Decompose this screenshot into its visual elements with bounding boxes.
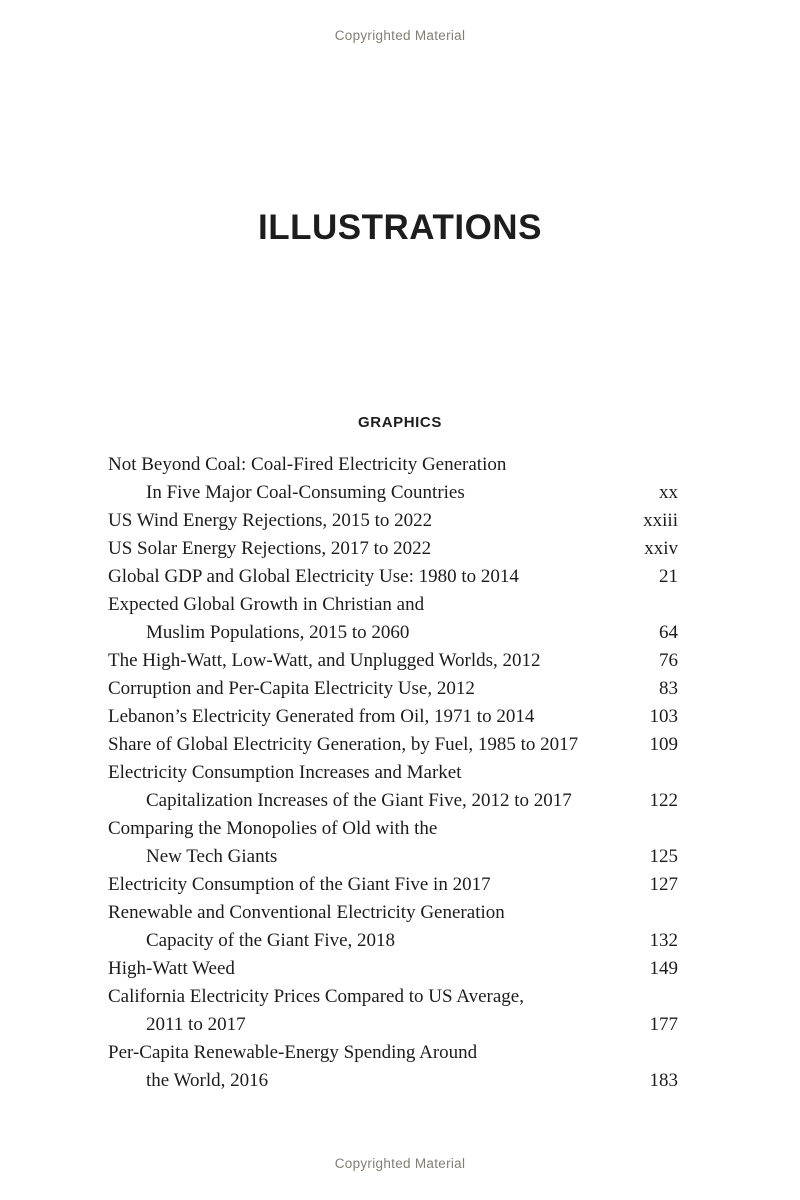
toc-page-number: 76 xyxy=(659,650,678,671)
toc-entry-text: Electricity Consumption of the Giant Five in 2017 xyxy=(108,874,491,895)
toc-entry-text: Corruption and Per-Capita Electricity Use, 2012 xyxy=(108,678,475,699)
toc-line xyxy=(108,451,678,479)
copyright-notice-bottom: Copyrighted Material xyxy=(334,1156,466,1171)
toc-line xyxy=(108,507,678,535)
toc-line xyxy=(108,731,678,759)
toc-entry-text: Capacity of the Giant Five, 2018 xyxy=(146,930,396,951)
page-title: ILLUSTRATIONS xyxy=(258,208,542,247)
toc-page-number: 21 xyxy=(659,566,678,587)
copyright-notice-top: Copyrighted Material xyxy=(334,28,466,43)
toc-page-number: 132 xyxy=(649,930,678,951)
toc-page-number: 83 xyxy=(659,678,678,699)
section-heading-graphics: GRAPHICS xyxy=(358,414,442,431)
toc-entry-text: US Wind Energy Rejections, 2015 to 2022 xyxy=(108,510,433,531)
toc-line xyxy=(108,927,678,955)
toc-entry-text: Muslim Populations, 2015 to 2060 xyxy=(146,622,410,643)
toc-page-number: 183 xyxy=(649,1070,678,1091)
toc-entry-text: Electricity Consumption Increases and Market xyxy=(108,762,462,783)
toc-line xyxy=(108,871,678,899)
toc-line xyxy=(108,1011,678,1039)
toc-entry-text: Per-Capita Renewable-Energy Spending Around xyxy=(108,1042,478,1063)
toc-line xyxy=(108,535,678,563)
toc-line xyxy=(108,479,678,507)
toc-line xyxy=(108,703,678,731)
toc-entry-text: the World, 2016 xyxy=(146,1070,269,1091)
toc-line xyxy=(108,759,678,787)
toc-page-number: 177 xyxy=(649,1014,678,1035)
toc-line xyxy=(108,675,678,703)
toc-line xyxy=(108,591,678,619)
toc-entry-text: Lebanon’s Electricity Generated from Oil, 1971 to 2014 xyxy=(108,706,535,727)
toc-entry-text: Capitalization Increases of the Giant Five, 2012 to 2017 xyxy=(146,790,572,811)
toc-entry-text: Global GDP and Global Electricity Use: 1980 to 2014 xyxy=(108,566,519,587)
toc-line xyxy=(108,815,678,843)
toc-line xyxy=(108,1039,678,1067)
toc-entry-text: Expected Global Growth in Christian and xyxy=(108,594,425,615)
toc-entry-text: California Electricity Prices Compared to US Average, xyxy=(108,986,524,1007)
toc-page-number: 103 xyxy=(649,706,678,727)
toc-line xyxy=(108,787,678,815)
toc-page-number: 149 xyxy=(649,958,678,979)
toc-entry-text: Renewable and Conventional Electricity Generation xyxy=(108,902,505,923)
toc-line xyxy=(108,647,678,675)
illustrations-list xyxy=(108,451,678,1095)
toc-entry-text: Share of Global Electricity Generation, by Fuel, 1985 to 2017 xyxy=(108,734,579,755)
toc-entry-text: Not Beyond Coal: Coal-Fired Electricity Generation xyxy=(108,454,507,475)
toc-entry-text: US Solar Energy Rejections, 2017 to 2022 xyxy=(108,538,432,559)
toc-entry-text: High-Watt Weed xyxy=(108,958,235,979)
toc-page-number: 127 xyxy=(649,874,678,895)
toc-line xyxy=(108,843,678,871)
toc-page-number: xxiii xyxy=(643,510,678,531)
toc-page-number: 109 xyxy=(649,734,678,755)
toc-entry-text: In Five Major Coal-Consuming Countries xyxy=(146,482,465,503)
toc-line xyxy=(108,619,678,647)
toc-page-number: 64 xyxy=(659,622,678,643)
toc-line xyxy=(108,1067,678,1095)
toc-entry-text: The High-Watt, Low-Watt, and Unplugged Worlds, 2012 xyxy=(108,650,541,671)
toc-entry-text: 2011 to 2017 xyxy=(146,1014,246,1035)
toc-entry-text: Comparing the Monopolies of Old with the xyxy=(108,818,438,839)
toc-page-number: 122 xyxy=(649,790,678,811)
toc-line xyxy=(108,563,678,591)
toc-line xyxy=(108,983,678,1011)
toc-page-number: 125 xyxy=(649,846,678,867)
toc-page-number: xxiv xyxy=(644,538,678,559)
toc-line xyxy=(108,955,678,983)
toc-line xyxy=(108,899,678,927)
toc-entry-text: New Tech Giants xyxy=(146,846,278,867)
toc-page-number: xx xyxy=(659,482,678,503)
